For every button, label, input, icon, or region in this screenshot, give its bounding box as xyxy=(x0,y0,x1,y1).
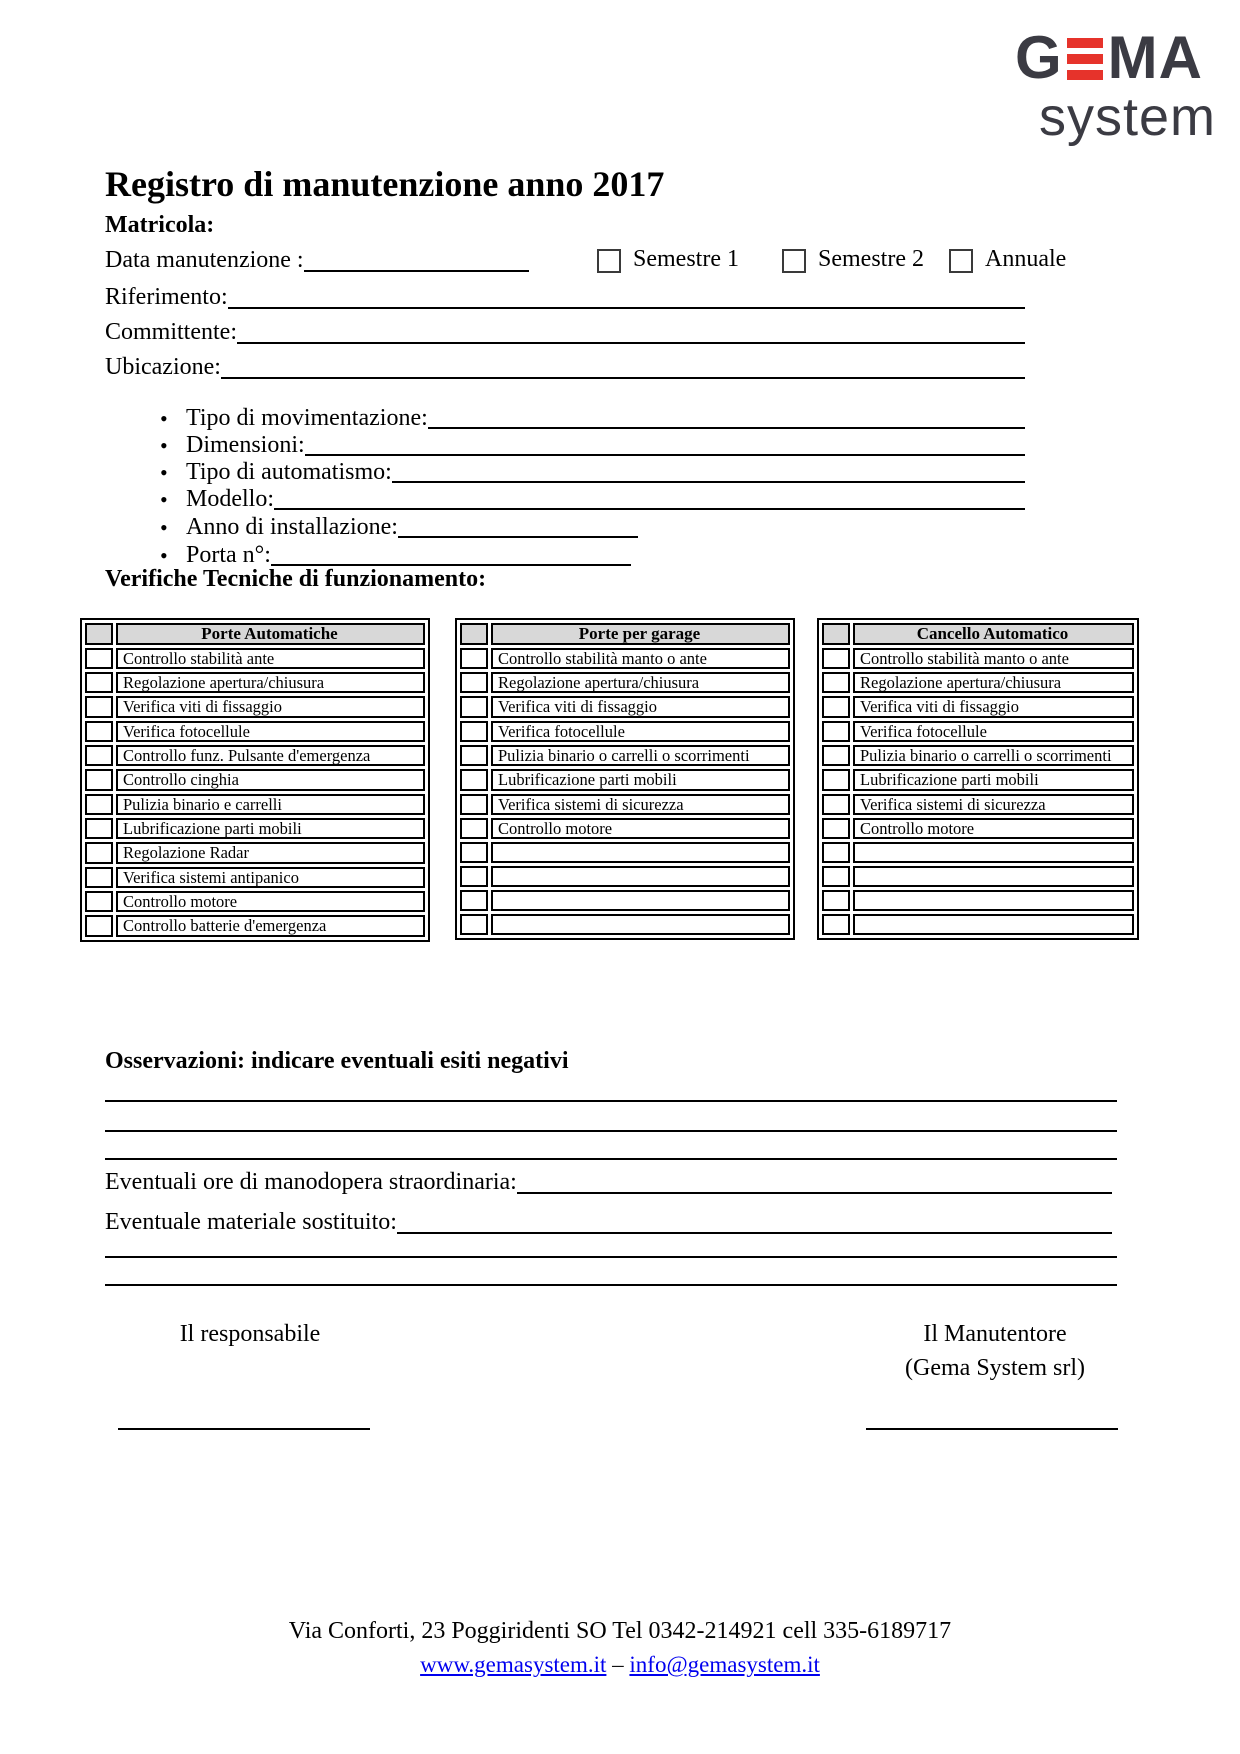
semestre-2-checkbox[interactable] xyxy=(782,249,806,273)
check-cell[interactable] xyxy=(460,672,488,693)
table-row xyxy=(460,769,790,790)
table-row xyxy=(822,745,1134,766)
task-label: Controllo stabilità manto o ante xyxy=(853,648,1134,669)
field-materiale-sostituito xyxy=(105,1206,1112,1237)
table-row xyxy=(822,648,1134,669)
table-row xyxy=(85,769,425,790)
task-label: Verifica fotocellule xyxy=(116,721,425,742)
date-blank-line xyxy=(304,244,529,272)
table-row xyxy=(85,648,425,669)
task-label: Verifica sistemi di sicurezza xyxy=(491,794,790,815)
task-label xyxy=(853,842,1134,863)
check-cell[interactable] xyxy=(822,648,850,669)
table-title-cancello-automatico: Cancello Automatico xyxy=(853,623,1134,645)
anno-installazione-label: Anno di installazione: xyxy=(186,513,398,540)
header-check-cell xyxy=(460,623,488,645)
table-row xyxy=(822,721,1134,742)
task-label xyxy=(853,914,1134,935)
table-row xyxy=(822,914,1134,935)
check-cell[interactable] xyxy=(85,745,113,766)
task-label xyxy=(853,890,1134,911)
link-separator: – xyxy=(612,1652,624,1677)
check-cell[interactable] xyxy=(85,867,113,888)
table-row xyxy=(460,648,790,669)
responsabile-label: Il responsabile xyxy=(179,1321,321,1347)
task-label: Regolazione apertura/chiusura xyxy=(853,672,1134,693)
manutentore-company-label: (Gema System srl) xyxy=(905,1354,1085,1381)
check-cell[interactable] xyxy=(822,866,850,887)
field-committente xyxy=(105,316,1025,347)
header-check-cell xyxy=(85,623,113,645)
website-link[interactable]: www.gemasystem.it xyxy=(420,1652,607,1677)
table-porte-automatiche xyxy=(80,618,430,942)
check-cell[interactable] xyxy=(460,648,488,669)
task-label: Lubrificazione parti mobili xyxy=(853,769,1134,790)
check-cell[interactable] xyxy=(85,672,113,693)
field-ubicazione xyxy=(105,351,1025,382)
table-row xyxy=(85,745,425,766)
bullet-icon: • xyxy=(160,460,168,485)
table-row xyxy=(85,696,425,717)
check-cell[interactable] xyxy=(85,891,113,912)
task-label: Controllo stabilità ante xyxy=(116,648,425,669)
check-cell[interactable] xyxy=(85,794,113,815)
table-cancello-automatico xyxy=(817,618,1139,940)
table-row xyxy=(85,794,425,815)
riferimento-label: Riferimento: xyxy=(105,284,228,311)
check-cell[interactable] xyxy=(822,745,850,766)
task-label: Verifica viti di fissaggio xyxy=(491,696,790,717)
bullet-icon: • xyxy=(160,543,168,568)
table-row xyxy=(460,794,790,815)
date-label: Data manutenzione : xyxy=(105,247,304,274)
task-label: Controllo motore xyxy=(491,818,790,839)
writing-line xyxy=(105,1130,1117,1132)
writing-line xyxy=(105,1100,1117,1102)
footer-links xyxy=(0,1652,1240,1678)
bullet-icon: • xyxy=(160,433,168,458)
ubicazione-blank-line xyxy=(221,351,1025,379)
blank-line xyxy=(271,538,631,566)
check-cell[interactable] xyxy=(460,721,488,742)
check-cell[interactable] xyxy=(460,890,488,911)
table-header-row xyxy=(85,623,425,645)
check-cell[interactable] xyxy=(822,696,850,717)
ubicazione-label: Ubicazione: xyxy=(105,354,221,381)
check-cell[interactable] xyxy=(85,842,113,863)
email-link[interactable]: info@gemasystem.it xyxy=(629,1652,820,1677)
table-row xyxy=(460,721,790,742)
riferimento-blank-line xyxy=(228,281,1025,309)
table-row xyxy=(460,866,790,887)
blank-line xyxy=(398,510,638,538)
semestre-2-label: Semestre 2 xyxy=(818,246,924,272)
table-row xyxy=(85,842,425,863)
task-label xyxy=(491,842,790,863)
writing-line xyxy=(105,1284,1117,1286)
option-semestre-1 xyxy=(597,244,739,274)
check-cell[interactable] xyxy=(85,696,113,717)
task-label xyxy=(853,866,1134,887)
task-label: Lubrificazione parti mobili xyxy=(116,818,425,839)
page-title: Registro di manutenzione anno 2017 xyxy=(105,164,665,204)
task-label: Pulizia binario e carrelli xyxy=(116,794,425,815)
annuale-checkbox[interactable] xyxy=(949,249,973,273)
blank-line xyxy=(428,401,1025,429)
logo-letters-ma: MA xyxy=(1107,24,1203,91)
table-row xyxy=(822,794,1134,815)
check-cell[interactable] xyxy=(822,769,850,790)
bullet-icon: • xyxy=(160,487,168,512)
task-label: Controllo funz. Pulsante d'emergenza xyxy=(116,745,425,766)
task-label: Verifica sistemi antipanico xyxy=(116,867,425,888)
table-row xyxy=(822,696,1134,717)
bullet-modello xyxy=(160,482,1025,513)
check-cell[interactable] xyxy=(85,769,113,790)
dimensioni-label: Dimensioni: xyxy=(186,431,305,458)
option-annuale xyxy=(949,244,1066,274)
table-row xyxy=(460,696,790,717)
table-row xyxy=(822,866,1134,887)
check-cell[interactable] xyxy=(460,842,488,863)
task-label: Pulizia binario o carrelli o scorrimenti xyxy=(491,745,790,766)
task-label: Controllo batterie d'emergenza xyxy=(116,915,425,936)
task-label xyxy=(491,914,790,935)
modello-label: Modello: xyxy=(186,485,274,512)
field-ore-straordinaria xyxy=(105,1166,1112,1197)
check-cell[interactable] xyxy=(85,721,113,742)
table-row xyxy=(460,818,790,839)
task-label: Controllo cinghia xyxy=(116,769,425,790)
task-label: Regolazione Radar xyxy=(116,842,425,863)
table-row xyxy=(460,842,790,863)
check-cell[interactable] xyxy=(822,914,850,935)
task-label xyxy=(491,890,790,911)
table-row xyxy=(85,867,425,888)
table-row xyxy=(822,890,1134,911)
writing-line xyxy=(105,1158,1117,1160)
blank-line xyxy=(274,482,1025,510)
table-row xyxy=(85,672,425,693)
table-row xyxy=(822,672,1134,693)
bullet-icon: • xyxy=(160,406,168,431)
blank-line xyxy=(397,1206,1112,1234)
blank-line xyxy=(517,1166,1112,1194)
task-label: Controllo stabilità manto o ante xyxy=(491,648,790,669)
manutentore-block xyxy=(850,1318,1140,1385)
footer-address: Via Conforti, 23 Poggiridenti SO Tel 0342-214921 cell 335-6189717 xyxy=(288,1618,952,1644)
semestre-1-checkbox[interactable] xyxy=(597,249,621,273)
manutentore-label: Il Manutentore xyxy=(923,1321,1067,1347)
table-row xyxy=(822,769,1134,790)
check-cell[interactable] xyxy=(822,794,850,815)
semestre-1-label: Semestre 1 xyxy=(633,246,739,272)
ore-straordinaria-label: Eventuali ore di manodopera straordinaria: xyxy=(105,1169,517,1196)
table-row xyxy=(460,745,790,766)
porta-n-label: Porta n°: xyxy=(186,541,271,568)
check-cell[interactable] xyxy=(822,890,850,911)
check-cell[interactable] xyxy=(460,794,488,815)
table-row xyxy=(460,890,790,911)
table-row xyxy=(85,818,425,839)
table-row xyxy=(85,891,425,912)
check-cell[interactable] xyxy=(822,818,850,839)
task-label: Controllo motore xyxy=(116,891,425,912)
check-cell[interactable] xyxy=(822,672,850,693)
task-label: Verifica sistemi di sicurezza xyxy=(853,794,1134,815)
verifiche-heading: Verifiche Tecniche di funzionamento: xyxy=(105,566,487,592)
writing-line xyxy=(105,1256,1117,1258)
check-cell[interactable] xyxy=(460,866,488,887)
check-cell[interactable] xyxy=(85,915,113,936)
blank-line xyxy=(305,428,1025,456)
manutentore-signature-line xyxy=(866,1428,1118,1430)
osservazioni-heading: Osservazioni: indicare eventuali esiti negativi xyxy=(105,1048,569,1074)
table-row xyxy=(85,915,425,936)
logo-letter-g: G xyxy=(1015,24,1063,91)
check-cell[interactable] xyxy=(822,721,850,742)
date-row xyxy=(105,244,1085,275)
table-row xyxy=(822,818,1134,839)
table-row xyxy=(822,842,1134,863)
check-cell[interactable] xyxy=(85,818,113,839)
option-semestre-2 xyxy=(782,244,924,274)
table-row xyxy=(460,672,790,693)
materiale-sostituito-label: Eventuale materiale sostituito: xyxy=(105,1209,397,1236)
blank-line xyxy=(392,455,1025,483)
check-cell[interactable] xyxy=(460,696,488,717)
bullet-icon: • xyxy=(160,515,168,540)
check-cell[interactable] xyxy=(460,745,488,766)
check-cell[interactable] xyxy=(460,818,488,839)
task-label: Verifica viti di fissaggio xyxy=(853,696,1134,717)
check-cell[interactable] xyxy=(822,842,850,863)
task-label: Verifica fotocellule xyxy=(491,721,790,742)
task-label xyxy=(491,866,790,887)
task-label: Controllo motore xyxy=(853,818,1134,839)
committente-blank-line xyxy=(237,316,1025,344)
gema-logo xyxy=(1015,24,1225,147)
logo-system-text: system xyxy=(1039,87,1217,147)
bullet-porta-n xyxy=(160,538,1025,569)
tipo-automatismo-label: Tipo di automatismo: xyxy=(186,458,392,485)
committente-label: Committente: xyxy=(105,319,237,346)
table-title-porte-per-garage: Porte per garage xyxy=(491,623,790,645)
task-label: Verifica viti di fissaggio xyxy=(116,696,425,717)
task-label: Verifica fotocellule xyxy=(853,721,1134,742)
task-label: Regolazione apertura/chiusura xyxy=(116,672,425,693)
task-label: Lubrificazione parti mobili xyxy=(491,769,790,790)
logo-wordmark xyxy=(1015,24,1225,91)
logo-red-e-bars-icon xyxy=(1067,38,1103,80)
table-title-porte-automatiche: Porte Automatiche xyxy=(116,623,425,645)
table-row xyxy=(85,721,425,742)
check-cell[interactable] xyxy=(85,648,113,669)
field-riferimento xyxy=(105,281,1025,312)
bullet-anno-installazione xyxy=(160,510,1025,541)
check-cell[interactable] xyxy=(460,769,488,790)
table-porte-per-garage xyxy=(455,618,795,940)
task-label: Regolazione apertura/chiusura xyxy=(491,672,790,693)
table-header-row xyxy=(460,623,790,645)
responsabile-signature-line xyxy=(118,1428,370,1430)
annuale-label: Annuale xyxy=(985,246,1067,272)
header-check-cell xyxy=(822,623,850,645)
table-row xyxy=(460,914,790,935)
task-label: Pulizia binario o carrelli o scorrimenti xyxy=(853,745,1134,766)
table-header-row xyxy=(822,623,1134,645)
check-cell[interactable] xyxy=(460,914,488,935)
tipo-movimentazione-label: Tipo di movimentazione: xyxy=(186,404,428,431)
matricola-label: Matricola: xyxy=(105,212,215,238)
